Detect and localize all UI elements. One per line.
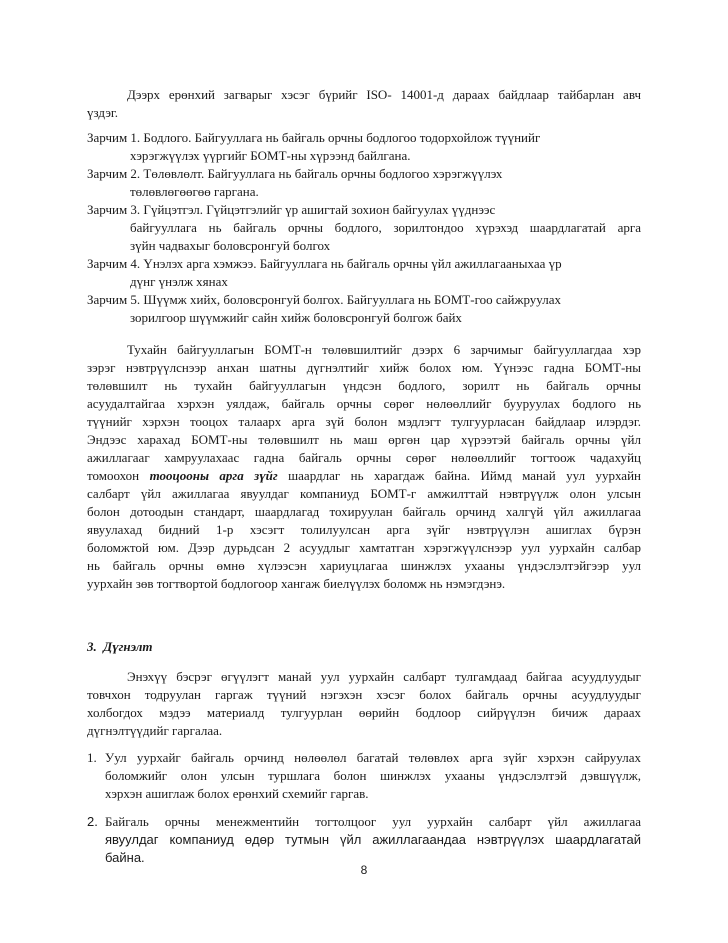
paragraph-line-8-before: томоохон [87,468,150,483]
conclusion-line-4: дүгнэлтүүдийг гаргалаа. [87,723,223,738]
paragraph-line-1: Тухайн байгууллагын БОМТ-н төлөвшилтийг дээрх 6 зарчимыг байгууллагдаа хэр [127,342,641,357]
list-item-2-line-1: Байгаль орчны менежментийн тогтолцоог уул уурхайн салбарт үйл ажиллагаа [105,814,641,829]
principle-5-line-2: зорилгоор шүүмжийг сайн хийж боловсронгуй болгож байх [130,310,462,325]
conclusion-line-1: Энэхүү бэсрэг өгүүлэгт манай уул уурхайн салбарт тулгамдаад байгаа асуудлуудыг [127,669,641,684]
paragraph-line-10: болон дотоодын стандарт, шаардлагад тохируулан байгаль орчинд халгүй үйл ажиллагаа [87,504,641,519]
principle-2-line-1: Зарчим 2. Төлөвлөлт. Байгууллага нь байгаль орчны бодлогоо хэрэгжүүлэх [87,166,503,181]
paragraph-line-7: ажиллагааг хамруулахаас гадна байгаль орчны сөрөг нөлөөллийг тогтоож чадахуйц [87,450,641,465]
paragraph-line-8-after: шаардлаг нь харагдаж байна. Иймд манай уул уурхайн [277,468,641,483]
section-heading [87,638,641,655]
list-item-2-line-3: байна. [105,850,145,865]
principle-1-line-2: хэрэгжүүлэх үүргийг БОМТ-ны хүрээнд байлгана. [130,148,411,163]
principle-3-line-3: зүйн чадвахыг боловсронгуй болгох [130,238,331,253]
list-item-1-line-3: хэрхэн ашиглаж болох ерөнхий схемийг гаргав. [105,786,369,801]
principle-4-line-1: Зарчим 4. Үнэлэх арга хэмжээ. Байгууллага нь байгаль орчны үйл ажиллагааныхаа үр [87,256,562,271]
list-item-2-line-2: явуулдаг компаниуд өдөр тутмын үйл ажиллагаандаа нэвтрүүлэх шаардлагатай [105,832,641,847]
principle-3-line-1: Зарчим 3. Гүйцэтгэл. Гүйцэтгэлийг үр ашигтай зохион байгуулах үүднээс [87,202,496,217]
paragraph-line-11: явуулахад бидний 1-р хэсэгт толилуулсан арга зүйг нэвтрүүлэн ашиглах бүрэн [87,522,641,537]
paragraph-line-13: нь байгаль орчны өмнө хүлээсэн хариуцлагаа шинжлэх ухааны үндэслэлтэйгээр уул [87,558,641,573]
list-item-1-number: 1. [87,750,97,765]
conclusion-line-2: товчхон тодруулан гаргаж түүний нэгэхэн хэсэг болох байгаль орчны асуудлуудыг [87,687,641,702]
paragraph-line-3: төлөвшилт нь тухайн байгууллагын үндсэн бодлого, зорилт нь байгаль орчны [87,378,641,393]
intro-line-2: үздэг. [87,105,119,120]
paragraph-line-8 [87,467,641,484]
paragraph-line-6: Эндээс харахад БОМТ-ны төлөвшилт нь маш өргөн цар хүрээтэй байгаль орчны үйл [87,432,641,447]
paragraph-line-2: зэрэг нэвтрүүлснээр анхан шатны дүгнэлтийг хийж болох юм. Үүнээс гадна БОМТ-ны [87,360,641,375]
principle-4-line-2: дүнг үнэлж хянах [130,274,228,289]
paragraph-line-5: түүнийг хэрхэн тооцох талаарх арга зүй болон мэдлэгт тулгуурласан байдлаар илэрдэг. [87,414,641,429]
paragraph-line-4: асуудалтайгаа хэрхэн уялдаж, байгаль орчны сөрөг нөлөөллийг бууруулах бодлого нь [87,396,641,411]
page-number: 8 [360,863,368,877]
section-title: Дүгнэлт [103,639,153,654]
emphasis-term: тооцооны арга зүйг [149,468,278,483]
list-item-1-line-1: Уул уурхайг байгаль орчинд нөлөөлөл багатай төлөвлөх арга зүйг хэрхэн сайруулах [105,750,641,765]
intro-line-1: Дээрх ерөнхий загварыг хэсэг бүрийг ISO- 14001-д дараах байдлаар тайбарлан авч [127,87,641,102]
conclusion-line-3: холбогдох мэдээ материалд тулгуурлан өөрийн бодлоор сийрүүлэн бичиж дараах [87,705,641,720]
principle-3-line-2: байгууллага нь байгаль орчны бодлого, зорилтондоо хүрэхэд шаардлагатай арга [130,220,641,235]
list-item-2-number: 2. [87,814,98,829]
section-number: 3. [87,639,97,654]
principle-2-line-2: төлөвлөгөөгөө гаргана. [130,184,259,199]
principle-5-line-1: Зарчим 5. Шүүмж хийх, боловсронгуй болгох. Байгууллага нь БОМТ-гоо сайжруулах [87,292,561,307]
principle-1-line-1: Зарчим 1. Бодлого. Байгууллага нь байгаль орчны бодлогоо тодорхойлож түүнийг [87,130,541,145]
list-item-1-line-2: боломжийг олон улсын туршлага болон шинжлэх ухааны үндэслэлтэй дэвшүүлж, [105,768,641,783]
paragraph-line-14: уурхайн зөв тогтвортой бодлогоор хангаж биелүүлэх боломж нь нэмэгдэнэ. [87,576,506,591]
paragraph-line-9: салбарт үйл ажиллагаа явуулдаг компаниуд БОМТ-г амжилттай нэвтрүүлж олон улсын [87,486,641,501]
paragraph-line-12: боломжтой юм. Дээр дурьдсан 2 асуудлыг хамтатган хэрэгжүүлснээр уул уурхайн салбар [87,540,641,555]
